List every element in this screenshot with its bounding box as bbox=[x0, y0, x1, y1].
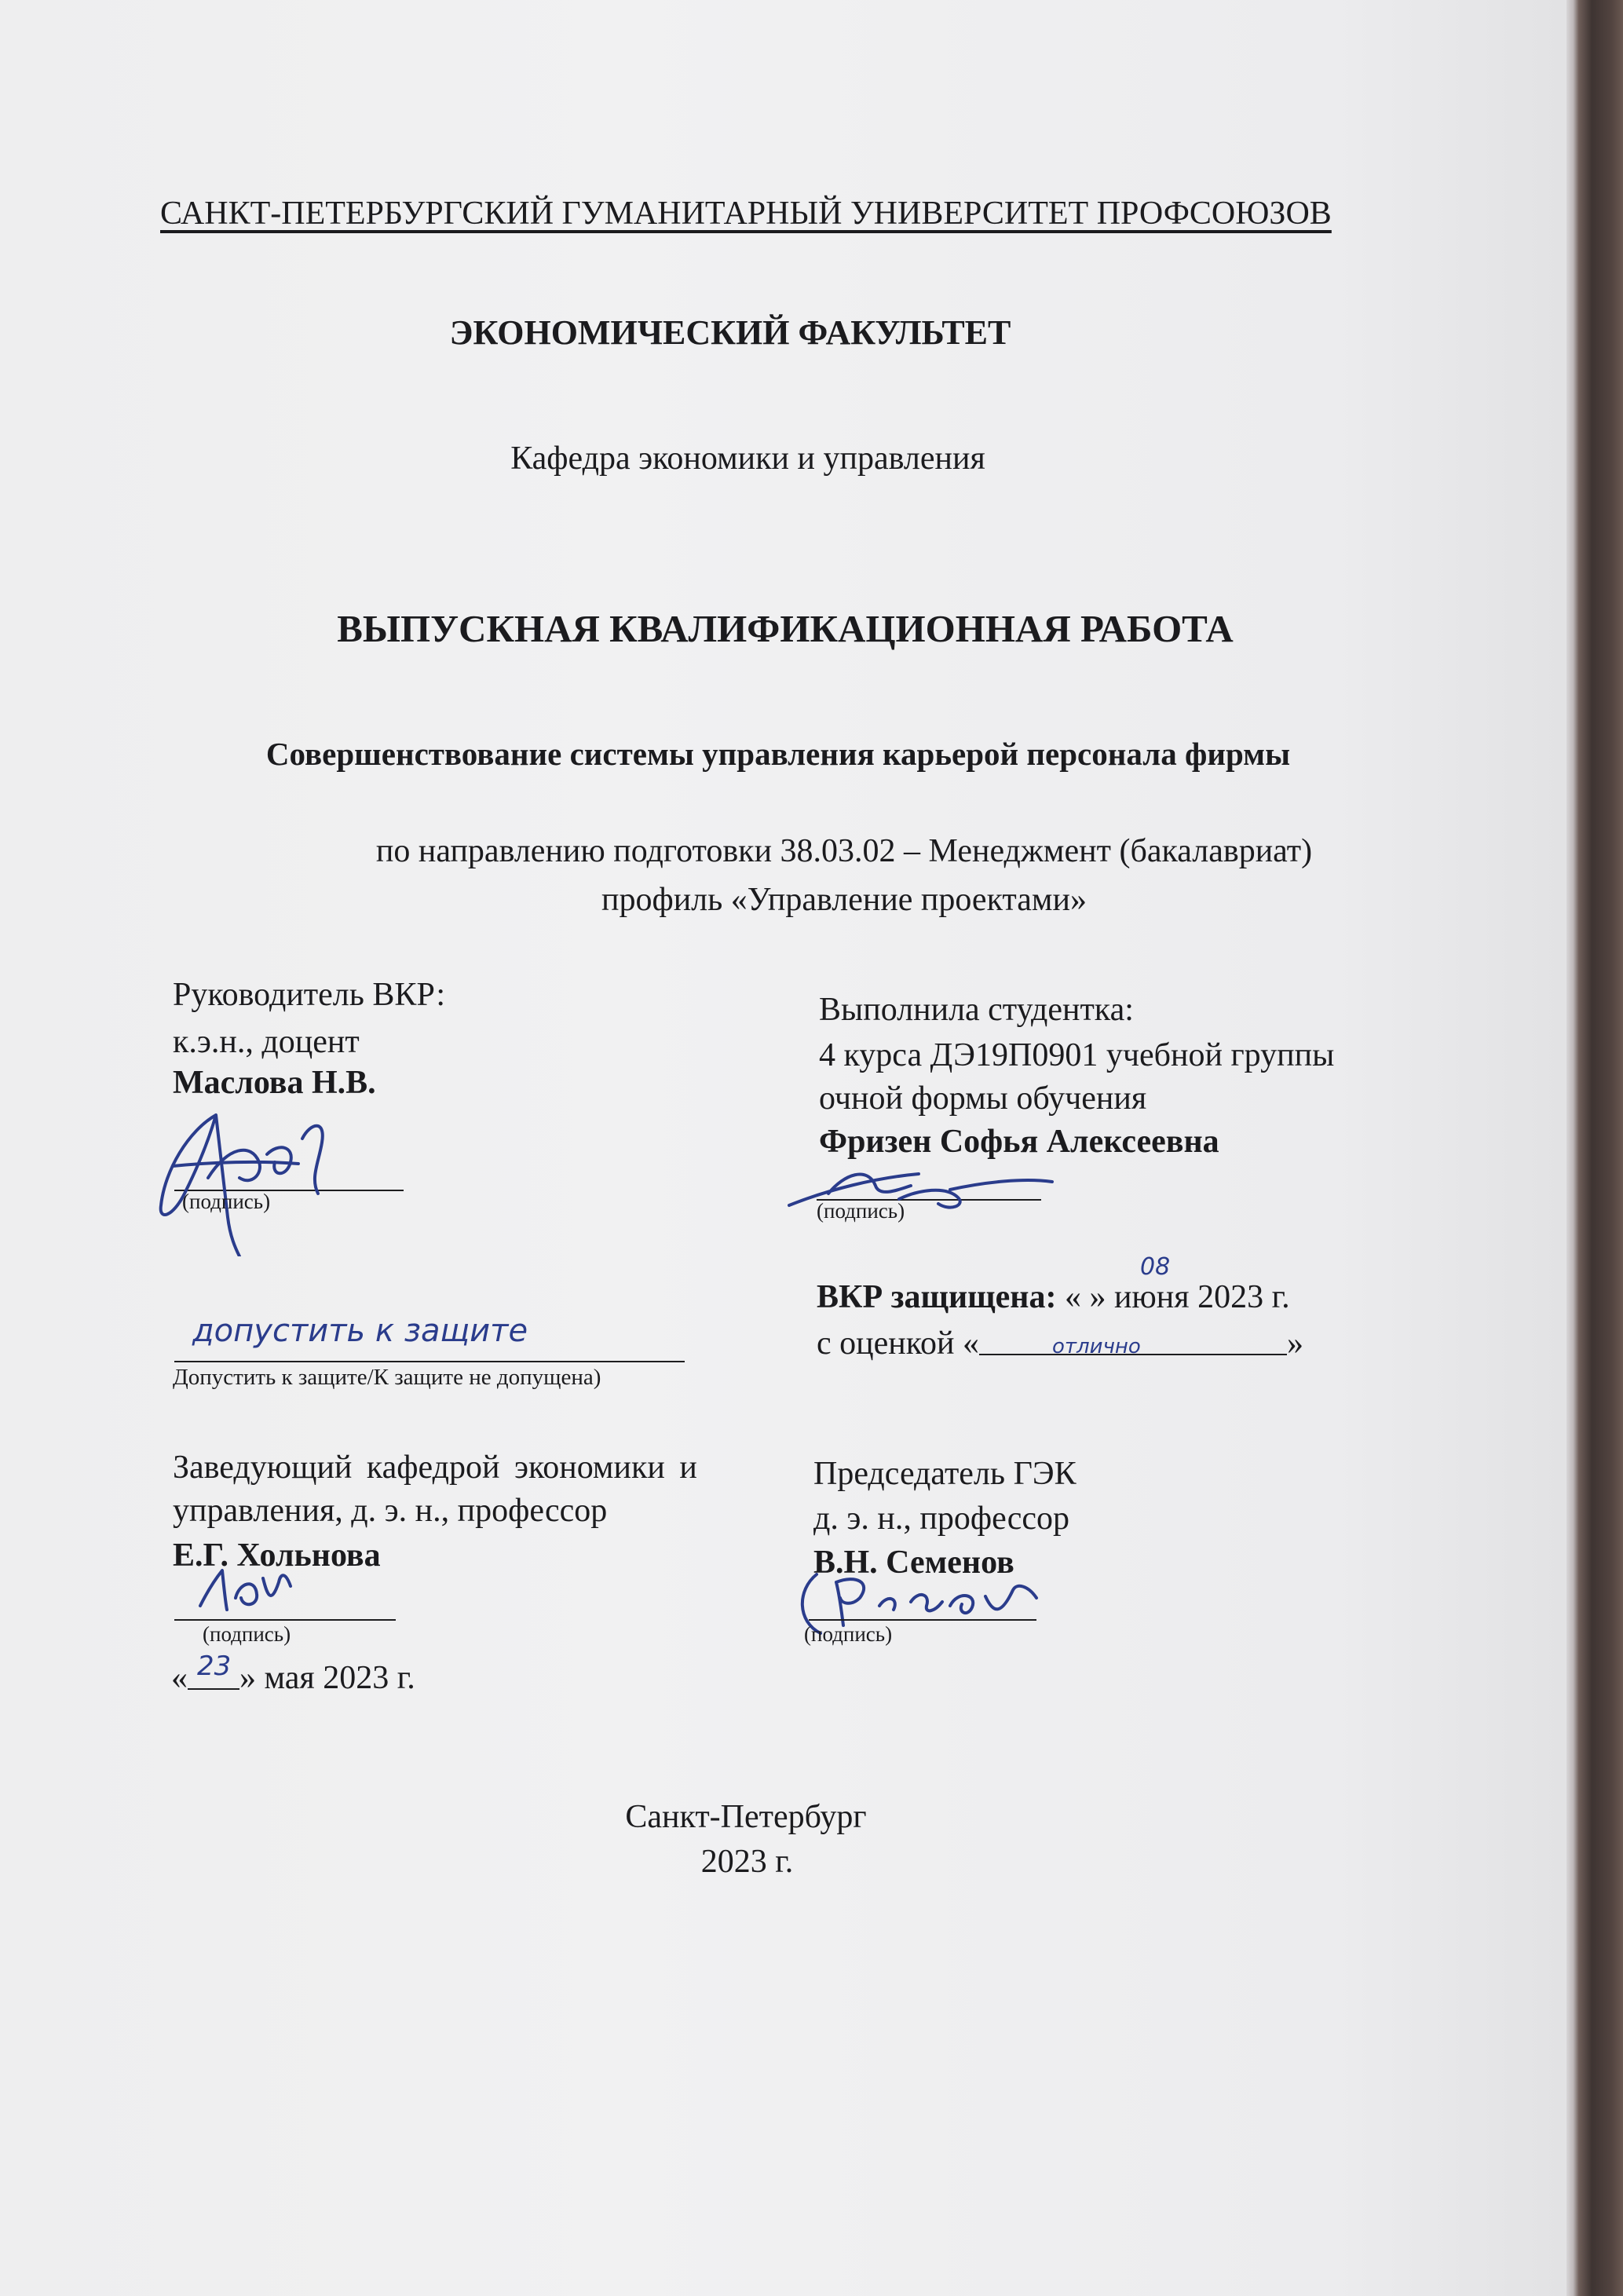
head-signature-line bbox=[174, 1619, 396, 1621]
chairman-signature-line bbox=[809, 1619, 1036, 1621]
work-type: ВЫПУСКНАЯ КВАЛИФИКАЦИОННАЯ РАБОТА bbox=[337, 607, 1234, 650]
admission-line bbox=[174, 1361, 685, 1362]
head-date-open: « bbox=[171, 1660, 188, 1696]
chairman-degree: д. э. н., профессор bbox=[813, 1501, 1070, 1537]
head-position-line1: Заведующий кафедрой экономики и bbox=[173, 1450, 697, 1486]
footer-city: Санкт-Петербург bbox=[625, 1799, 867, 1835]
grade-suffix: » bbox=[1287, 1325, 1303, 1362]
faculty-name: ЭКОНОМИЧЕСКИЙ ФАКУЛЬТЕТ bbox=[449, 313, 1011, 352]
admission-handwritten: допустить к защите bbox=[192, 1313, 528, 1349]
head-signature-caption: (подпись) bbox=[203, 1622, 291, 1646]
university-name: САНКТ-ПЕТЕРБУРГСКИЙ ГУМАНИТАРНЫЙ УНИВЕРСИТЕТ ПРОФСОЮЗОВ bbox=[160, 196, 1332, 232]
supervisor-degree: к.э.н., доцент bbox=[173, 1024, 360, 1060]
student-group: 4 курса ДЭ19П0901 учебной группы bbox=[819, 1037, 1335, 1073]
student-heading: Выполнила студентка: bbox=[819, 992, 1134, 1028]
head-date-rest: » мая 2023 г. bbox=[239, 1660, 415, 1696]
binding-edge bbox=[1566, 0, 1623, 2296]
grade-handwritten: отлично bbox=[1052, 1335, 1141, 1358]
supervisor-signature-caption: (подпись) bbox=[182, 1190, 271, 1213]
head-date bbox=[171, 1651, 415, 1697]
grade-prefix: с оценкой « bbox=[817, 1325, 979, 1362]
study-profile: профиль «Управление проектами» bbox=[601, 882, 1087, 918]
student-study-form: очной формы обучения bbox=[819, 1080, 1147, 1117]
supervisor-signature bbox=[141, 1099, 393, 1256]
footer-year: 2023 г. bbox=[700, 1844, 794, 1880]
head-day-handwritten: 23 bbox=[197, 1651, 232, 1682]
student-signature-caption: (подпись) bbox=[817, 1199, 905, 1223]
defense-result bbox=[817, 1278, 1290, 1316]
work-title: Совершенствование системы управления карьерой персонала фирмы bbox=[265, 736, 1291, 772]
chairman-signature-caption: (подпись) bbox=[804, 1622, 893, 1646]
defense-date: « » июня 2023 г. bbox=[1064, 1279, 1290, 1315]
department-name: Кафедра экономики и управления bbox=[510, 441, 985, 477]
admission-caption: Допустить к защите/К защите не допущена) bbox=[173, 1365, 601, 1390]
head-signature bbox=[192, 1563, 302, 1618]
head-name: Е.Г. Хольнова bbox=[173, 1537, 381, 1574]
defense-label: ВКР защищена: bbox=[817, 1279, 1057, 1315]
supervisor-heading: Руководитель ВКР: bbox=[173, 977, 446, 1013]
student-name: Фризен Софья Алексеевна bbox=[819, 1124, 1219, 1160]
supervisor-name: Маслова Н.В. bbox=[173, 1065, 376, 1101]
head-position-line2: управления, д. э. н., профессор bbox=[173, 1493, 608, 1529]
study-direction: по направлению подготовки 38.03.02 – Менеджмент (бакалавриат) bbox=[375, 833, 1313, 869]
head-day-blank bbox=[188, 1651, 239, 1690]
chairman-name: В.Н. Семенов bbox=[813, 1545, 1014, 1581]
chairman-heading: Председатель ГЭК bbox=[813, 1456, 1077, 1492]
defense-day-handwritten: 08 bbox=[1140, 1253, 1171, 1281]
